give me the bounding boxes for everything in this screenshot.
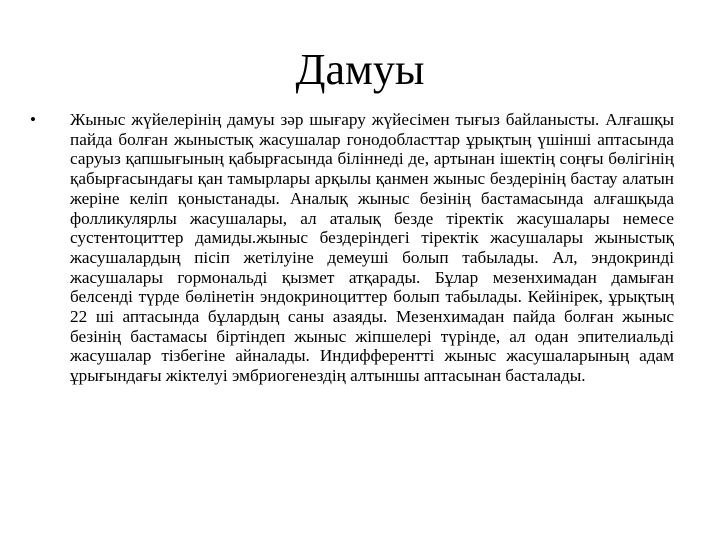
- slide-content: [30, 110, 674, 386]
- slide-title: Дамуы: [295, 45, 425, 94]
- bullet-item: [30, 110, 674, 386]
- bullet-marker-icon: •: [30, 110, 36, 129]
- bullet-text: Жыныс жүйелерінің дамуы зәр шығару жүйесімен тығыз байланысты. Алғашқы пайда болған жыныстық жасушалар гонодобласттар ұрықтың үшінші аптасында саруыз қапшығының қабырғасында біліннеді де, артынан ішектің соңғы бөлігінің қабырғасындағы қан тамырлары арқылы қанмен жыныс бездерінің бастау алатын жеріне келіп қоныстанады. Аналық жыныс безінің бастамасында алғашқыда фолликулярлы жасушалары, ал аталық безде тіректік жасушалары немесе сустентоциттер дамиды.жыныс бездеріндегі тіректік жасушалары жыныстық жасушалардың пісіп жетілуіне демеуші болып табылады. Ал, эндокринді жасушалары гормональді қызмет атқарады. Бұлар мезенхимадан дамыған белсенді түрде бөлінетін эндокриноциттер болып табылады. Кейінірек, ұрықтың 22 ші аптасында бұлардың саны азаяды. Мезенхимадан пайда болған жыныс безінің бастамасы біртіндеп жыныс жіпшелері түрінде, ал одан эпителиальді жасушалар тізбегіне айналады. Индифферентті жыныс жасушаларының адам ұрығындағы жіктелуі эмбриогенездің алтыншы аптасынан басталады.: [70, 110, 674, 386]
